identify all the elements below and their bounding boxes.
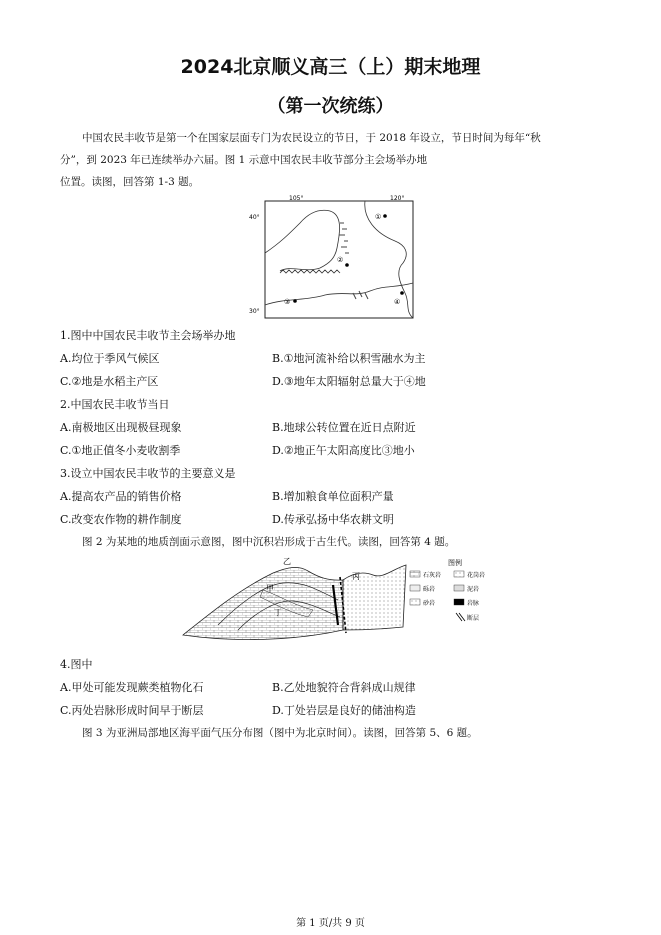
- site-4-dot: [400, 291, 404, 295]
- q3-option-c: C.改变农作物的耕作制度: [60, 513, 182, 526]
- intro-paragraph: [60, 127, 605, 193]
- legend-swatch-mudstone: [454, 585, 464, 591]
- lon-105-label: 105°: [289, 195, 304, 202]
- intro-line-1: 中国农民丰收节是第一个在国家层面专门为农民设立的节日，于 2018 年设立，节日时间为每年“秋: [82, 132, 541, 144]
- q4-option-c: C.丙处岩脉形成时间早于断层: [60, 704, 204, 717]
- intro-line-2: 分”，到 2023 年已连续举办六届。图 1 示意中国农民丰收节部分主会场举办地: [60, 154, 428, 166]
- q3-option-a: A.提高农产品的销售价格: [60, 490, 182, 503]
- legend-mudstone: 泥岩: [467, 586, 480, 593]
- q1-option-d: D.③地年太阳辐射总量大于④地: [272, 375, 426, 388]
- legend-sandstone: 砂岩: [423, 600, 436, 607]
- legend-swatch-sandstone: [410, 599, 420, 605]
- strata-body: [183, 567, 343, 639]
- q4-stem: 4.图中: [60, 658, 93, 671]
- q2-option-a: A.南极地区出现极昼现象: [60, 421, 182, 434]
- legend-dike: 岩脉: [467, 600, 480, 607]
- label-yi: 乙: [283, 557, 291, 566]
- q1-option-c: C.②地是水稻主产区: [60, 375, 159, 388]
- lon-120-label: 120°: [390, 195, 405, 202]
- site-4-label: ④: [394, 298, 401, 306]
- site-3-dot: [293, 299, 297, 303]
- label-bing: 丙: [352, 572, 360, 581]
- fig3-intro: 图 3 为亚洲局部地区海平面气压分布图（图中为北京时间）。读图，回答第 5、6 题。: [82, 727, 478, 739]
- q4-option-a: A.甲处可能发现蕨类植物化石: [60, 681, 204, 694]
- legend-fault: 断层: [467, 615, 480, 622]
- q1-option-a: A.均位于季风气候区: [60, 352, 160, 365]
- legend-swatch-conglomerate: [410, 585, 420, 591]
- intro-line-3: 位置。读图，回答第 1-3 题。: [60, 176, 200, 188]
- page-footer: 第 1 页/共 9 页: [296, 918, 365, 929]
- page-title: 2024北京顺义高三（上）期末地理: [180, 56, 481, 78]
- legend-swatch-limestone: [410, 571, 420, 577]
- q2-option-d: D.②地正午太阳高度比③地小: [272, 444, 415, 457]
- site-1-label: ①: [375, 213, 382, 221]
- legend-title: 图例: [448, 559, 462, 567]
- lat-40-label: 40°: [249, 214, 260, 221]
- site-1-dot: [383, 214, 387, 218]
- q2-stem: 2.中国农民丰收节当日: [60, 398, 170, 411]
- page-subtitle: （第一次统练）: [267, 96, 394, 117]
- figure-1-map: [245, 193, 420, 323]
- figure-2-cross-section: [178, 555, 498, 647]
- q1-stem: 1.图中中国农民丰收节主会场举办地: [60, 329, 236, 342]
- q3-option-b: B.增加粮食单位面积产量: [272, 490, 394, 503]
- q3-stem: 3.设立中国农民丰收节的主要意义是: [60, 467, 236, 480]
- site-3-label: ③: [284, 298, 291, 306]
- label-jia: 甲: [266, 584, 274, 593]
- q4-option-d: D.丁处岩层是良好的储油构造: [272, 704, 416, 717]
- q2-option-c: C.①地正值冬小麦收割季: [60, 444, 181, 457]
- lat-30-label: 30°: [249, 308, 260, 315]
- site-2-dot: [345, 263, 349, 267]
- legend-limestone: 石灰岩: [423, 572, 442, 579]
- legend-granite: 花岗岩: [467, 572, 486, 579]
- legend-swatch-dike: [454, 599, 464, 605]
- q4-option-b: B.乙处地貌符合背斜成山规律: [272, 681, 416, 694]
- site-2-label: ②: [337, 256, 344, 264]
- fig2-intro: 图 2 为某地的地质剖面示意图，图中沉积岩形成于古生代。读图，回答第 4 题。: [82, 536, 456, 548]
- legend-conglomerate: 砾岩: [423, 586, 436, 593]
- legend-swatch-fault: [456, 613, 465, 621]
- label-ding: 丁: [274, 608, 282, 617]
- q1-option-b: B.①地河流补给以积雪融水为主: [272, 352, 426, 365]
- q3-option-d: D.传承弘扬中华农耕文明: [272, 513, 394, 526]
- q2-option-b: B.地球公转位置在近日点附近: [272, 421, 416, 434]
- legend-swatch-granite: [454, 571, 464, 577]
